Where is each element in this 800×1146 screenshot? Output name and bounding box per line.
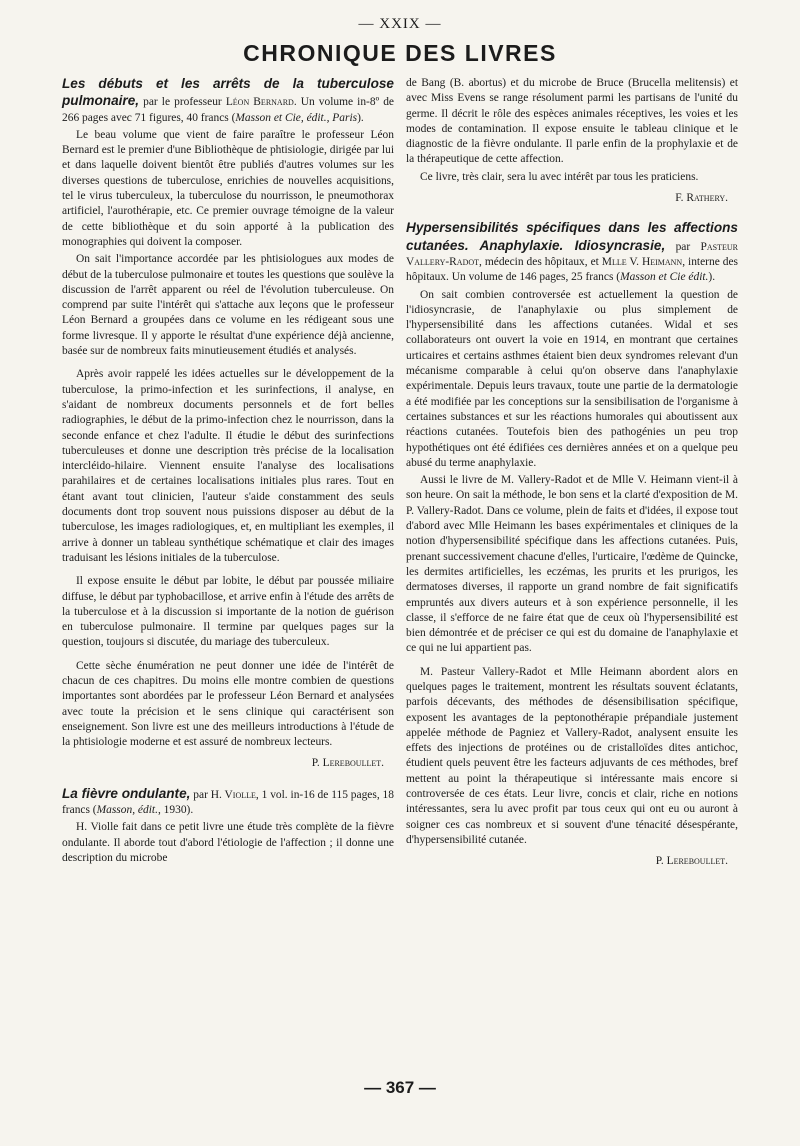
right-column <box>406 76 738 874</box>
book-author: Léon Bernard <box>225 96 294 109</box>
left-column <box>62 76 394 868</box>
review-heading-hypersensibilites: Hypersensibilités spécifiques dans les affections cutanées. Anaphylaxie. Idiosyncrasie, par Pasteur Vallery-Radot, médecin des hôpitaux, et Mlle V. Heimann, interne des hôpitaux. Un volume de 146 pages, 25 francs (Masson et Cie édit.). <box>406 220 738 284</box>
book-title: La fièvre ondulante, <box>62 785 191 801</box>
page-number: — 367 — <box>364 1078 436 1097</box>
paragraph: Après avoir rappelé les idées actuelles sur le développement de la tuberculose, la primo-infection et les surinfections, il analyse, en s'aidant de nombreux documents personnels et de fort belles radiographies, le début de la primo-infection chez le nourrisson, dans la seconde enfance et chez l'adulte. Il étudie le début des surinfections tuberculeuses et donne une description très précise de la localisation intercléido-hilaire. Viennent ensuite l'analyse des localisations parahilaires et de certaines localisations initiales plus rares. Tout en étant avant tout clinicien, l'auteur s'aide constamment des seuls documents dont trop souvent nous puissions disposer au début de la tuberculose, les images radiologiques, et, en multipliant les exemples, il arrive à donner un tableau synthétique schématique et clair des images traduisant les lésions initiales de la tuberculose. <box>62 368 394 564</box>
paragraph: On sait l'importance accordée par les phtisiologues aux modes de début de la tuberculose pulmonaire et toutes les questions que soulève la discussion de l'arrêt apparent ou réel de l'évolution tuberculeuse. On comprend par suite l'intérêt qui s'attache aux leçons que le professeur Léon Bernard a groupées dans ce volume en les rédigeant sous une forme livresque. Il y apporte le résultat d'une expérience déjà ancienne, basée sur de nombreux faits minutieusement étudiés et analysés. <box>62 253 394 358</box>
book-title: Hypersensibilités spécifiques dans les affections cutanées. Anaphylaxie. Idiosyncrasie, <box>406 220 738 253</box>
book-publisher: Masson et Cie, édit., Paris <box>235 111 358 124</box>
book-author: H. Violle <box>210 788 256 801</box>
paragraph: H. Violle fait dans ce petit livre une étude très complète de la fièvre ondulante. Il aborde tout d'abord l'étiologie de l'affection ; il donne une description du microbe <box>62 821 394 864</box>
book-author: Pasteur Vallery-Radot <box>406 240 738 268</box>
book-publisher: Masson, édit. <box>96 804 158 817</box>
review-heading-tuberculose: Les débuts et les arrêts de la tuberculose pulmonaire, par le professeur Léon Bernard. Un volume in-8º de 266 pages avec 71 figures, 40 francs (Masson et Cie, édit., Paris). <box>62 76 394 124</box>
reviewer-signature: P. Lereboullet. <box>311 757 384 770</box>
paragraph: M. Pasteur Vallery-Radot et Mlle Heimann abordent alors en quelques pages le traitement, montrent les résultats souvent éclatants, parfois décevants, des méthodes de désensibilisation spécifique, exposent les avantages de la peptonothérapie prépandiale justement appelée méthode de Pagniez et Vallery-Radot, analysent ensuite les effets des injections de protéines ou de cristalloïdes dites antichoc, étudient quels peuvent être les facteurs adjuvants de ces méthodes, bref mettent au point la thérapeutique si intéressante mais encore si controversée de ces états. Leur livre, concis et clair, riche en notions intéressantes, sera lu avec profit par tous ceux qui ont eu ou auront à soigner ces cas nombreux et si souvent d'une ténacité désespérante, d'hypersensibilité cutanée. <box>406 665 738 846</box>
reviewer-signature: P. Lereboullet. <box>655 855 728 868</box>
book-publisher: Masson et Cie édit. <box>620 271 709 284</box>
paragraph: de Bang (B. abortus) et du microbe de Bruce (Brucella melitensis) et avec Miss Evens se range résolument parmi les partisans de l'unité du germe. Il décrit le rôle des espèces animales réceptives, les voies et les modes de contamination. Il expose ensuite le tableau clinique et le diagnostic de la fièvre ondulante. Il parle enfin de la prophylaxie et de la thérapeutique de cette affection. <box>406 77 738 166</box>
paragraph: Aussi le livre de M. Vallery-Radot et de Mlle V. Heimann vient-il à son heure. On sait la méthode, le bon sens et la clarté d'exposition de M. P. Vallery-Radot. Dans ce volume, plein de faits et d'idées, il expose tout d'abord avec Mlle Heimann les bases expérimentales et cliniques de la notion d'hypersensibilité spécifique dans les affections cutanées. Puis, prenant successivement chacune d'elles, l'urticaire, l'œdème de Quincke, les dermites artificielles, les eczémas, les prurits et les prurigos, les dermatoses diverses, il rapporte un grand nombre de fait significatifs empruntés aux divers auteurs et à son expérience personnelle, il les classe, il s'efforce de ne faire état que de ceux où l'hypersensibilité est bien démontrée et de préciser ce qui est du domaine de l'anaphylaxie et ce qui ne lui appartient pas. <box>406 474 738 655</box>
review-heading-fievre: La fièvre ondulante, par H. Violle, 1 vol. in-16 de 115 pages, 18 francs (Masson, édit., 1930). <box>62 785 394 817</box>
book-author: Mlle V. Heimann <box>601 255 683 268</box>
section-title: CHRONIQUE DES LIVRES <box>243 40 557 66</box>
book-title: Les débuts et les arrêts de la tuberculose pulmonaire, <box>62 76 394 109</box>
roman-folio: — XXIX — <box>358 16 442 32</box>
reviewer-signature: F. Rathery. <box>675 192 728 205</box>
paragraph: On sait combien controversée est actuellement la question de l'idiosyncrasie, de l'anaphylaxie ou plus simplement de l'hypersensibilité dans les affections cutanées. Widal et ses collaborateurs ont ouvert la voie en 1914, en montrant que certaines urticaires et certains asthmes étaient bien deux syndromes relevant d'un mécanisme comparable à celui qu'on observe dans l'anaphylaxie expérimentale. Depuis leurs travaux, toute une partie de la dermatologie a été modifiée par les conceptions sur la sensibilisation de l'organisme à certaines substances et sur les réactions humorales qui aboutissent aux réactions cutanées. Toutefois bien des pathogénies un peu trop hypothétiques ont été édifiées ces dernières années et on a quelque peu abusé du terme anaphylaxie. <box>406 288 738 469</box>
paragraph: Ce livre, très clair, sera lu avec intérêt par tous les praticiens. <box>420 170 699 183</box>
paragraph: Cette sèche énumération ne peut donner une idée de l'intérêt de chacun de ces chapitres. Du moins elle montre combien de questions importantes sont abordées par le professeur Léon Bernard et analysées avec toute la précision et le sens clinique qui caractérisent son enseignement. Son livre est une des meilleurs introductions à l'étude de la phtisiologie moderne et est assuré de nombreux lecteurs. <box>62 659 394 749</box>
paragraph: Le beau volume que vient de faire paraître le professeur Léon Bernard est le premier d'une Bibliothèque de phtisiologie, dirigée par lui et dans laquelle doivent bientôt être publiés d'autres volumes sur les diverses questions de tuberculose, enrichies de nouvelles acquisitions, tel le virus tuberculeux, la tuberculose du nourrisson, le pneumothorax artificiel, l'aurothérapie, etc. Ce premier ouvrage témoigne de la valeur de cette bibliothèque et du soin apporté à la publication des monographies qui doivent la composer. <box>62 128 394 248</box>
paragraph: Il expose ensuite le début par lobite, le début par poussée miliaire diffuse, le début par typhobacillose, et arrive enfin à l'étude des arrêts de la tuberculose et à la discussion si importante de la notion de guérison en tuberculose pulmonaire. Il termine par quelques pages sur la question, toujours si discutée, du mariage des tuberculeux. <box>62 575 394 649</box>
